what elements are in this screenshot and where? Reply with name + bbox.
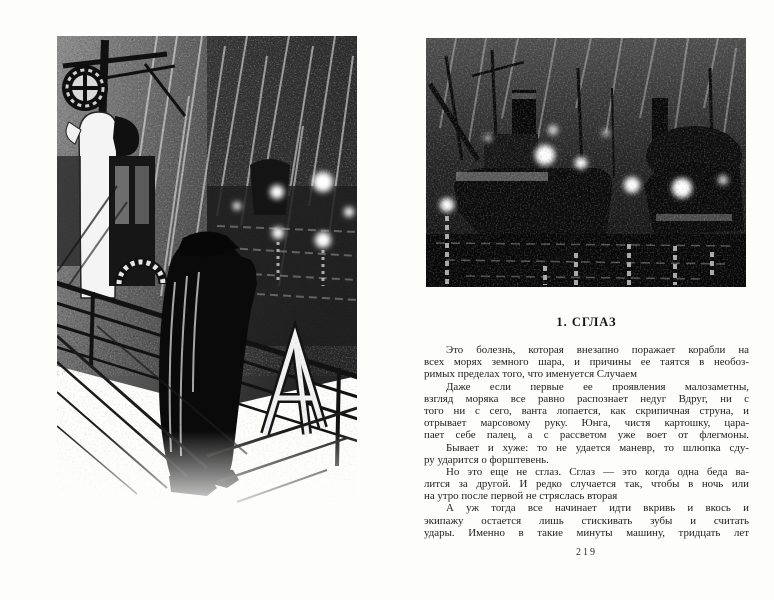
ship-lantern [62,65,108,111]
right-page-illustration [426,38,746,287]
text-line: экипажу остается лишь стискивать зубы и считать [424,514,749,527]
text-line: пает себе палец, а с рассветом уже воет от флегмоны. [424,429,749,442]
body-text [424,344,749,539]
paragraph [424,502,749,539]
left-page-illustration [57,36,357,518]
text-line: Это болезнь, которая внезапно поражает корабли на [446,344,749,356]
text-line: удары. Именно в такие минуты машину, тридцать лет [424,526,749,539]
text-line: Но это еще не сглаз. Сглаз — это когда одна беда ва- [446,465,749,478]
text-line: римых пределах того, что именуется Случаем [424,368,637,381]
night-harbor-scene [426,38,746,287]
text-line: на утро после первой не стряслась вторая [424,490,618,503]
page-number: 219 [576,547,597,558]
text-line: Бывает и хуже: то не удается маневр, то шлюпка сду- [446,441,749,454]
chapter-heading: 1. СГЛАЗ [556,315,617,329]
text-line: отрывает марсовому руку. Юнга, чистя картошку, цара- [424,417,749,430]
paragraph [424,442,749,466]
distant-ship-silhouette [250,159,290,215]
text-line: Даже если первые ее проявления малозаметны, [446,380,749,393]
text-line: лится за другой. И редко случается так, чтобы в ночь или [424,478,749,491]
text-line: всех морях земного шара, и причины ее таятся в необоз- [424,356,749,369]
text-line: взгляд моряка все равно распознает недуг Вдруг, ни с [424,392,749,405]
text-line: А уж тогда все начинает идти вкривь и вкось и [446,502,749,515]
text-line: того ни с сего, ванта лопается, как скрипичная струна, и [424,404,749,417]
text-line: ру ударится о форштевень. [424,453,549,466]
paragraph [424,466,749,503]
paragraph [424,344,749,381]
paragraph [424,381,749,442]
